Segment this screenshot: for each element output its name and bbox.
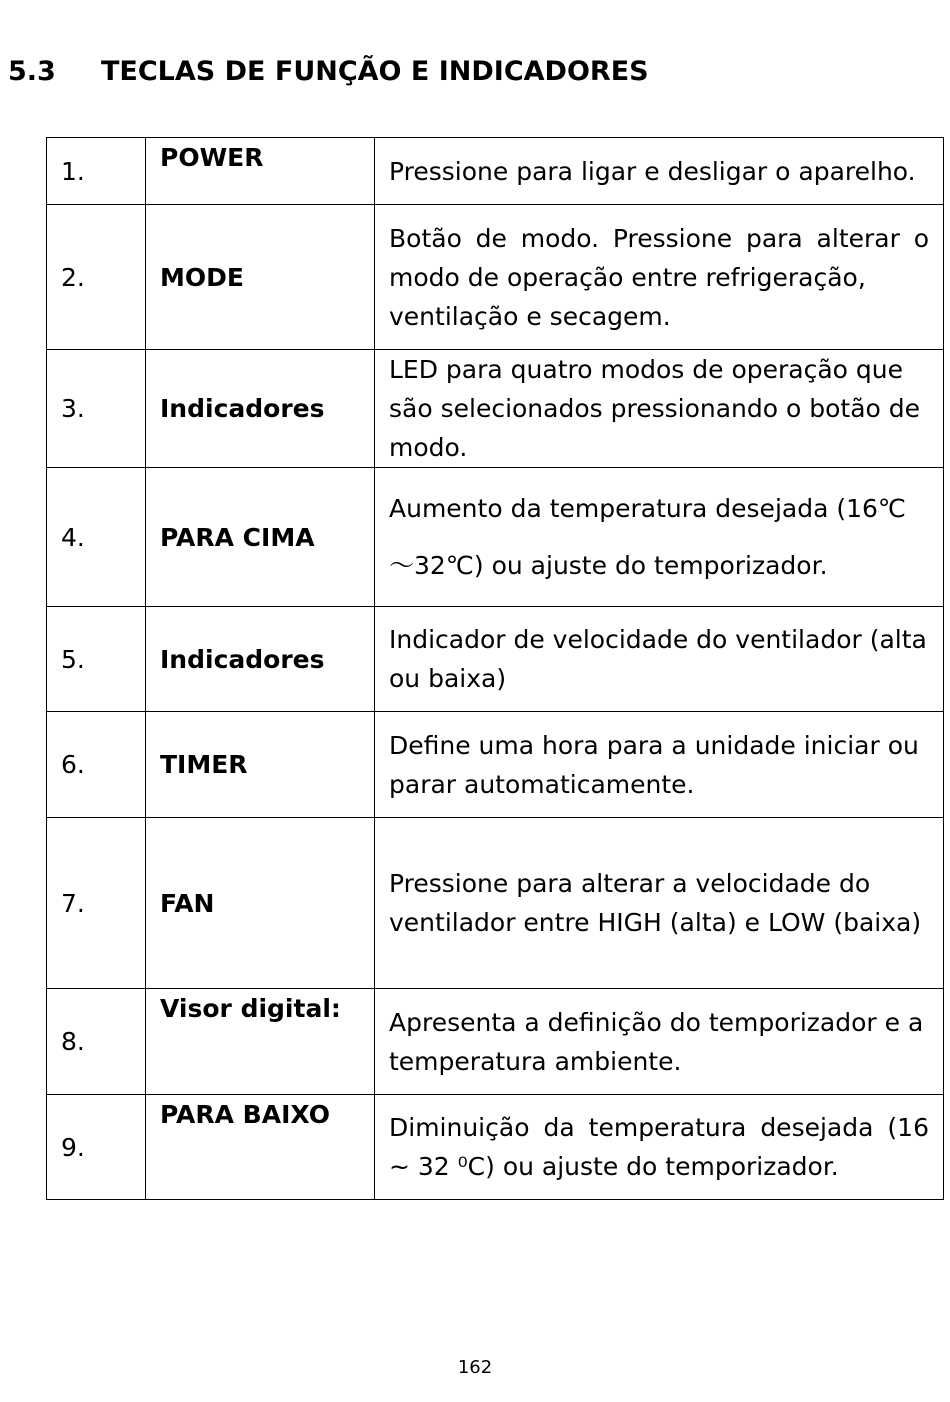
section-number: 5.3 xyxy=(8,56,56,87)
row-key: PARA CIMA xyxy=(146,468,375,607)
row-key: Indicadores xyxy=(146,350,375,468)
section-heading xyxy=(8,56,649,87)
row-key: Visor digital: xyxy=(146,989,375,1095)
row-index: 8. xyxy=(47,989,146,1095)
row-index: 3. xyxy=(47,350,146,468)
row-index: 5. xyxy=(47,607,146,712)
row-index: 7. xyxy=(47,818,146,989)
row-description: Diminuição da temperatura desejada (16 ~ 32 ⁰C) ou ajuste do temporizador. xyxy=(375,1095,944,1200)
row-key: PARA BAIXO xyxy=(146,1095,375,1200)
row-description: Define uma hora para a unidade iniciar ou parar automaticamente. xyxy=(375,712,944,818)
row-description: Aumento da temperatura desejada (16℃～32℃) ou ajuste do temporizador. xyxy=(375,468,944,607)
table-row xyxy=(47,989,944,1095)
row-description: Pressione para ligar e desligar o aparelho. xyxy=(375,138,944,205)
row-key: FAN xyxy=(146,818,375,989)
function-keys-table xyxy=(46,137,944,1200)
row-description: LED para quatro modos de operação que são selecionados pressionando o botão de modo. xyxy=(375,350,944,468)
row-index: 4. xyxy=(47,468,146,607)
table-row xyxy=(47,607,944,712)
row-key: Indicadores xyxy=(146,607,375,712)
table-row xyxy=(47,712,944,818)
row-description: Botão de modo. Pressione para alterar o modo de operação entre refrigeração, ventilação e secagem. xyxy=(375,205,944,350)
row-index: 6. xyxy=(47,712,146,818)
row-key: TIMER xyxy=(146,712,375,818)
table-row xyxy=(47,1095,944,1200)
row-description: Pressione para alterar a velocidade do ventilador entre HIGH (alta) e LOW (baixa) xyxy=(375,818,944,989)
row-index: 1. xyxy=(47,138,146,205)
row-index: 2. xyxy=(47,205,146,350)
table-row xyxy=(47,138,944,205)
page-number: 162 xyxy=(457,1357,493,1378)
table-row xyxy=(47,818,944,989)
row-description: Indicador de velocidade do ventilador (alta ou baixa) xyxy=(375,607,944,712)
row-index: 9. xyxy=(47,1095,146,1200)
row-key: MODE xyxy=(146,205,375,350)
section-title: TECLAS DE FUNÇÃO E INDICADORES xyxy=(101,56,649,87)
row-description: Apresenta a definição do temporizador e a temperatura ambiente. xyxy=(375,989,944,1095)
row-key: POWER xyxy=(146,138,375,205)
table-row xyxy=(47,468,944,607)
table-row xyxy=(47,350,944,468)
table-row xyxy=(47,205,944,350)
